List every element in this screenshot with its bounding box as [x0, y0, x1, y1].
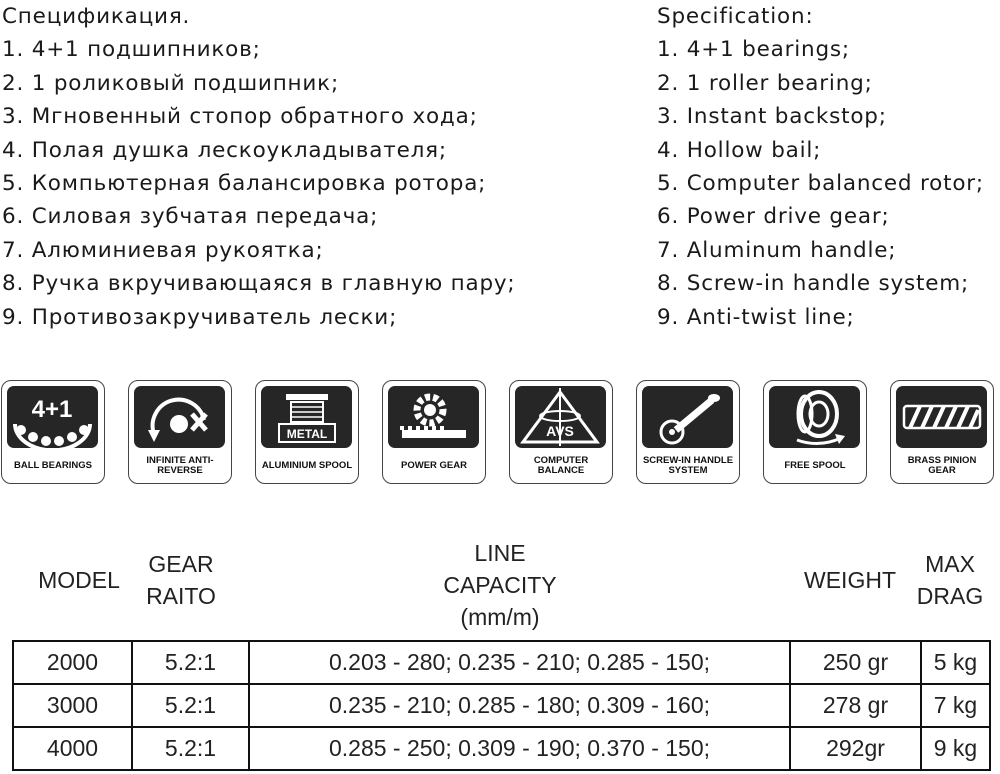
spec-title-russian: Спецификация.: [2, 4, 191, 29]
feature-label: POWER GEAR: [401, 460, 467, 471]
feature-badge-aluminium-spool: [255, 380, 359, 484]
feature-badge-computer-balance: [509, 380, 613, 484]
computer-balance-icon: [515, 386, 606, 448]
spec-item: 6. Силовая зубчатая передача;: [2, 204, 379, 230]
screw-in-handle-icon: [642, 386, 733, 448]
spec-table: [12, 640, 991, 771]
spec-item: 2. 1 roller bearing;: [657, 70, 873, 96]
spec-item: 3. Instant backstop;: [657, 104, 887, 130]
header-weight: WEIGHT: [804, 567, 896, 593]
cell-model: 3000: [13, 684, 132, 727]
table-row: [13, 727, 990, 770]
spec-item: 4. Полая душка лескоукладывателя;: [2, 137, 447, 163]
feature-badge-screw-in-handle: [636, 380, 740, 484]
spec-item: 3. Мгновенный стопор обратного хода;: [2, 104, 478, 130]
spec-item: 6. Power drive gear;: [657, 204, 890, 230]
spec-item: 8. Screw-in handle system;: [657, 271, 970, 297]
spec-list-english: [657, 0, 984, 334]
feature-badge-free-spool: [763, 380, 867, 484]
header-line-capacity: LINE CAPACITY (mm/m): [443, 540, 557, 630]
feature-label: SCREW-IN HANDLE SYSTEM: [642, 455, 734, 476]
spec-item: 2. 1 роликовый подшипник;: [2, 70, 340, 96]
cell-weight: 278 gr: [790, 684, 921, 727]
spec-list-russian: [2, 0, 515, 334]
spec-item: 5. Computer balanced rotor;: [657, 171, 984, 197]
svg-text:4+1: 4+1: [31, 396, 73, 423]
spec-title-english: Specification:: [657, 4, 814, 29]
aluminium-spool-icon: [261, 386, 352, 448]
cell-model: 2000: [13, 641, 132, 684]
feature-label: BALL BEARINGS: [14, 460, 92, 471]
anti-reverse-icon: [134, 386, 225, 448]
spec-item: 7. Aluminum handle;: [657, 237, 897, 263]
spec-item: 8. Ручка вкручивающаяся в главную пару;: [2, 271, 516, 297]
cell-line: 0.203 - 280; 0.235 - 210; 0.285 - 150;: [249, 641, 790, 684]
cell-gear: 5.2:1: [132, 641, 249, 684]
spec-item: 1. 4+1 подшипников;: [2, 37, 261, 63]
power-gear-icon: [388, 386, 479, 448]
spec-item: 9. Противозакручиватель лески;: [2, 304, 398, 330]
feature-badge-ball-bearings: [1, 380, 105, 484]
header-model: MODEL: [38, 567, 120, 593]
cell-model: 4000: [13, 727, 132, 770]
feature-label: COMPUTER BALANCE: [533, 455, 589, 476]
cell-drag: 7 kg: [921, 684, 990, 727]
ball-bearings-icon: [7, 386, 98, 448]
brass-pinion-icon: [896, 386, 987, 448]
cell-weight: 250 gr: [790, 641, 921, 684]
spec-item: 5. Компьютерная балансировка ротора;: [2, 171, 487, 197]
spec-item: 9. Anti-twist line;: [657, 304, 855, 330]
header-gear-ratio: GEAR RAITO: [146, 551, 216, 609]
table-row: [13, 641, 990, 684]
free-spool-icon: [769, 386, 860, 448]
feature-label: BRASS PINION GEAR: [907, 455, 977, 476]
cell-drag: 5 kg: [921, 641, 990, 684]
cell-line: 0.235 - 210; 0.285 - 180; 0.309 - 160;: [249, 684, 790, 727]
header-max-drag: MAX DRAG: [916, 551, 984, 609]
cell-drag: 9 kg: [921, 727, 990, 770]
feature-label: ALUMINIUM SPOOL: [261, 460, 353, 471]
cell-gear: 5.2:1: [132, 684, 249, 727]
spec-item: 1. 4+1 bearings;: [657, 37, 850, 63]
feature-label: FREE SPOOL: [784, 460, 846, 471]
feature-badge-anti-reverse: [128, 380, 232, 484]
spec-item: 4. Hollow bail;: [657, 137, 822, 163]
feature-label: INFINITE ANTI-REVERSE: [146, 455, 214, 476]
svg-text:METAL: METAL: [286, 427, 328, 441]
cell-gear: 5.2:1: [132, 727, 249, 770]
table-row: [13, 684, 990, 727]
feature-badge-brass-pinion: [890, 380, 994, 484]
feature-badge-power-gear: [382, 380, 486, 484]
svg-text:AVS: AVS: [546, 423, 574, 439]
spec-item: 7. Алюминиевая рукоятка;: [2, 237, 324, 263]
cell-line: 0.285 - 250; 0.309 - 190; 0.370 - 150;: [249, 727, 790, 770]
cell-weight: 292gr: [790, 727, 921, 770]
